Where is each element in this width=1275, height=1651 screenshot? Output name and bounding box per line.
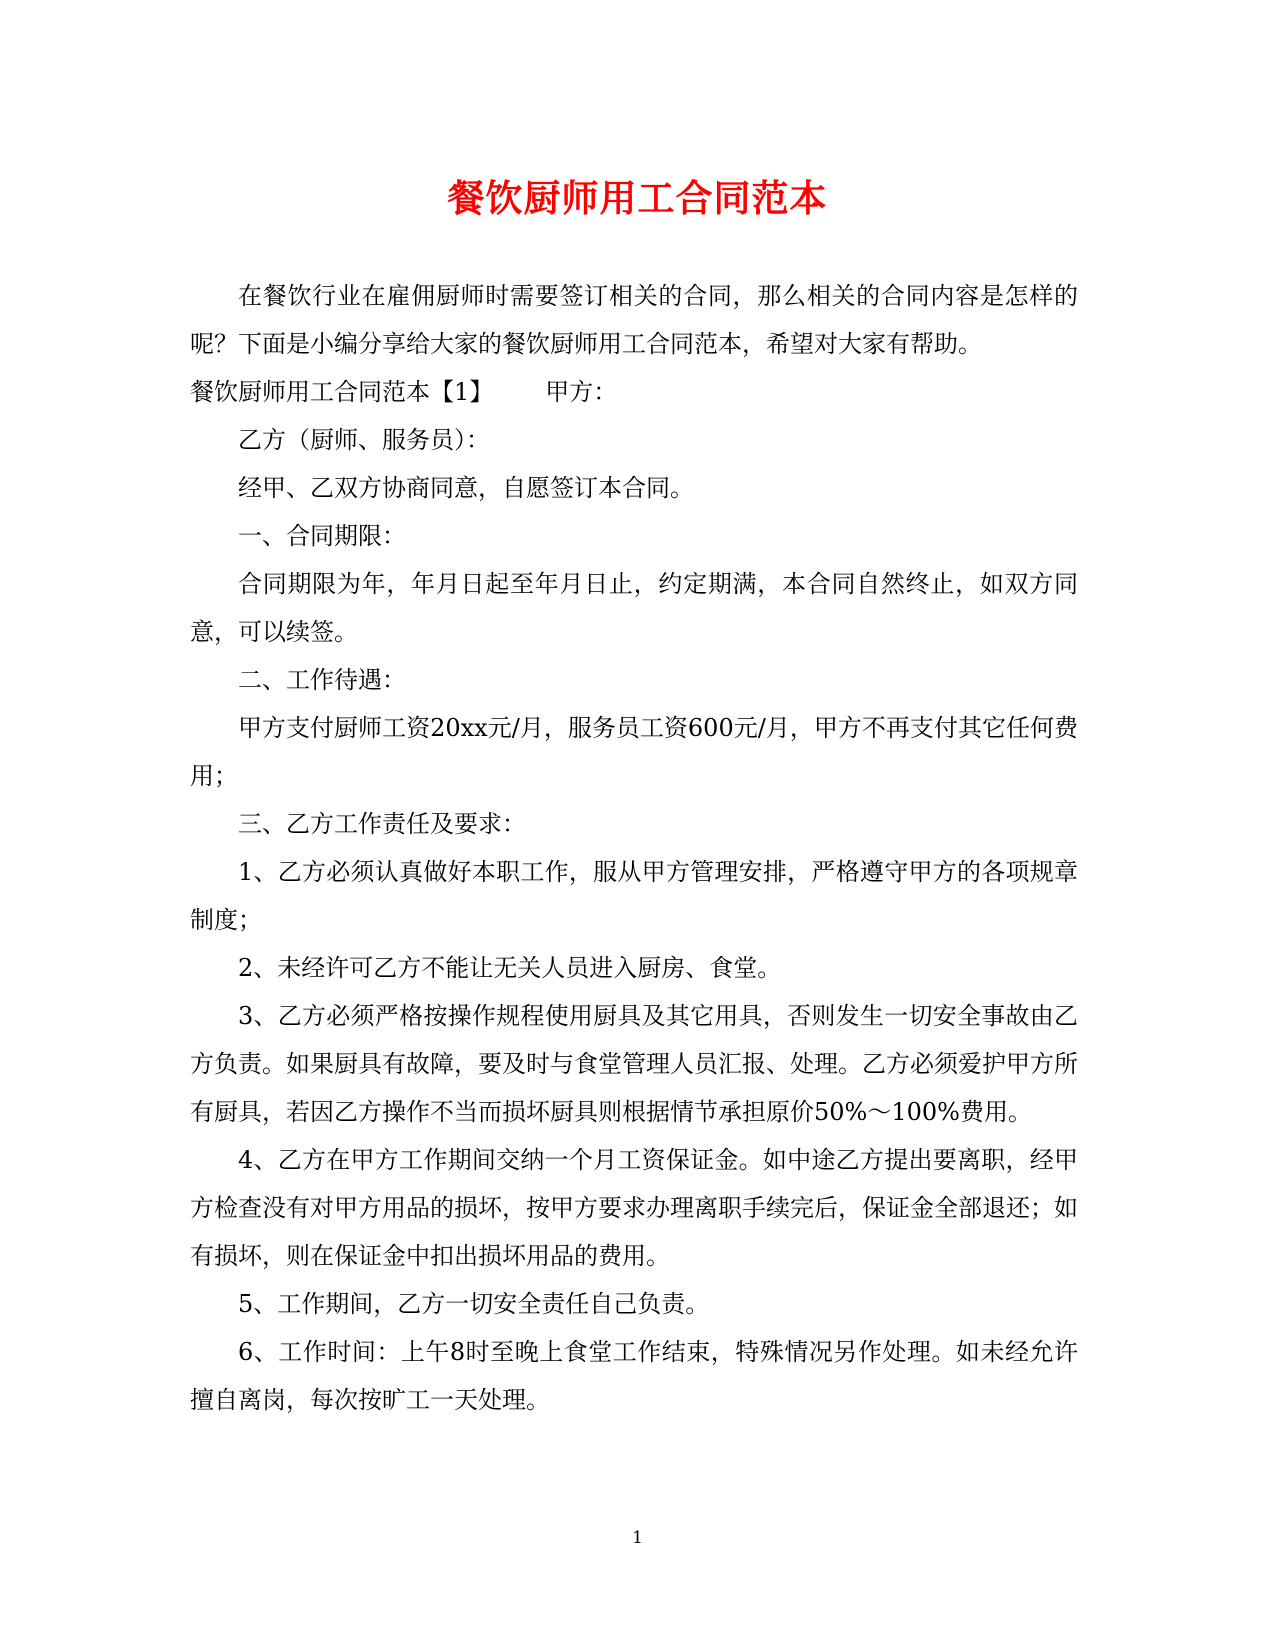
agreement-paragraph: 经甲、乙双方协商同意，自愿签订本合同。 — [238, 474, 694, 502]
contract-heading: 餐饮厨师用工合同范本【1】 — [190, 378, 494, 406]
contract-heading-line — [190, 368, 1078, 416]
party-b-label: 乙方（厨师、服务员）： — [238, 426, 490, 454]
section-3-item-6: 6、工作时间：上午8时至晚上食堂工作结束，特殊情况另作处理。如未经允许擅自离岗，每次按旷工一天处理。 — [190, 1338, 1078, 1414]
section-2-text: 甲方支付厨师工资20xx元/月，服务员工资600元/月，甲方不再支付其它任何费用； — [190, 714, 1078, 790]
section-3-item-5: 5、工作期间，乙方一切安全责任自己负责。 — [238, 1290, 710, 1318]
section-3-item-3: 3、乙方必须严格按操作规程使用厨具及其它用具，否则发生一切安全事故由乙方负责。如果厨具有故障，要及时与食堂管理人员汇报、处理。乙方必须爱护甲方所有厨具，若因乙方操作不当而损坏厨具则根据情节承担原价50%～100%费用。 — [190, 1002, 1078, 1126]
page-number: 1 — [632, 1528, 643, 1548]
section-3-item-2: 2、未经许可乙方不能让无关人员进入厨房、食堂。 — [238, 954, 782, 982]
section-2-title: 二、工作待遇： — [238, 666, 406, 694]
section-1-title: 一、合同期限： — [238, 522, 406, 550]
section-3-item-4: 4、乙方在甲方工作期间交纳一个月工资保证金。如中途乙方提出要离职，经甲方检查没有对甲方用品的损坏，按甲方要求办理离职手续完后，保证金全部退还；如有损坏，则在保证金中扣出损坏用品的费用。 — [190, 1146, 1078, 1270]
section-3-item-1: 1、乙方必须认真做好本职工作，服从甲方管理安排，严格遵守甲方的各项规章制度； — [190, 858, 1078, 934]
document-body — [190, 272, 1078, 1424]
section-1-text: 合同期限为年，年月日起至年月日止，约定期满，本合同自然终止，如双方同意，可以续签。 — [190, 570, 1078, 646]
party-a-label: 甲方： — [545, 378, 618, 406]
section-3-title: 三、乙方工作责任及要求： — [238, 810, 526, 838]
document-title: 餐饮厨师用工合同范本 — [447, 176, 828, 220]
intro-paragraph: 在餐饮行业在雇佣厨师时需要签订相关的合同，那么相关的合同内容是怎样的呢？下面是小编分享给大家的餐饮厨师用工合同范本，希望对大家有帮助。 — [190, 282, 1078, 358]
